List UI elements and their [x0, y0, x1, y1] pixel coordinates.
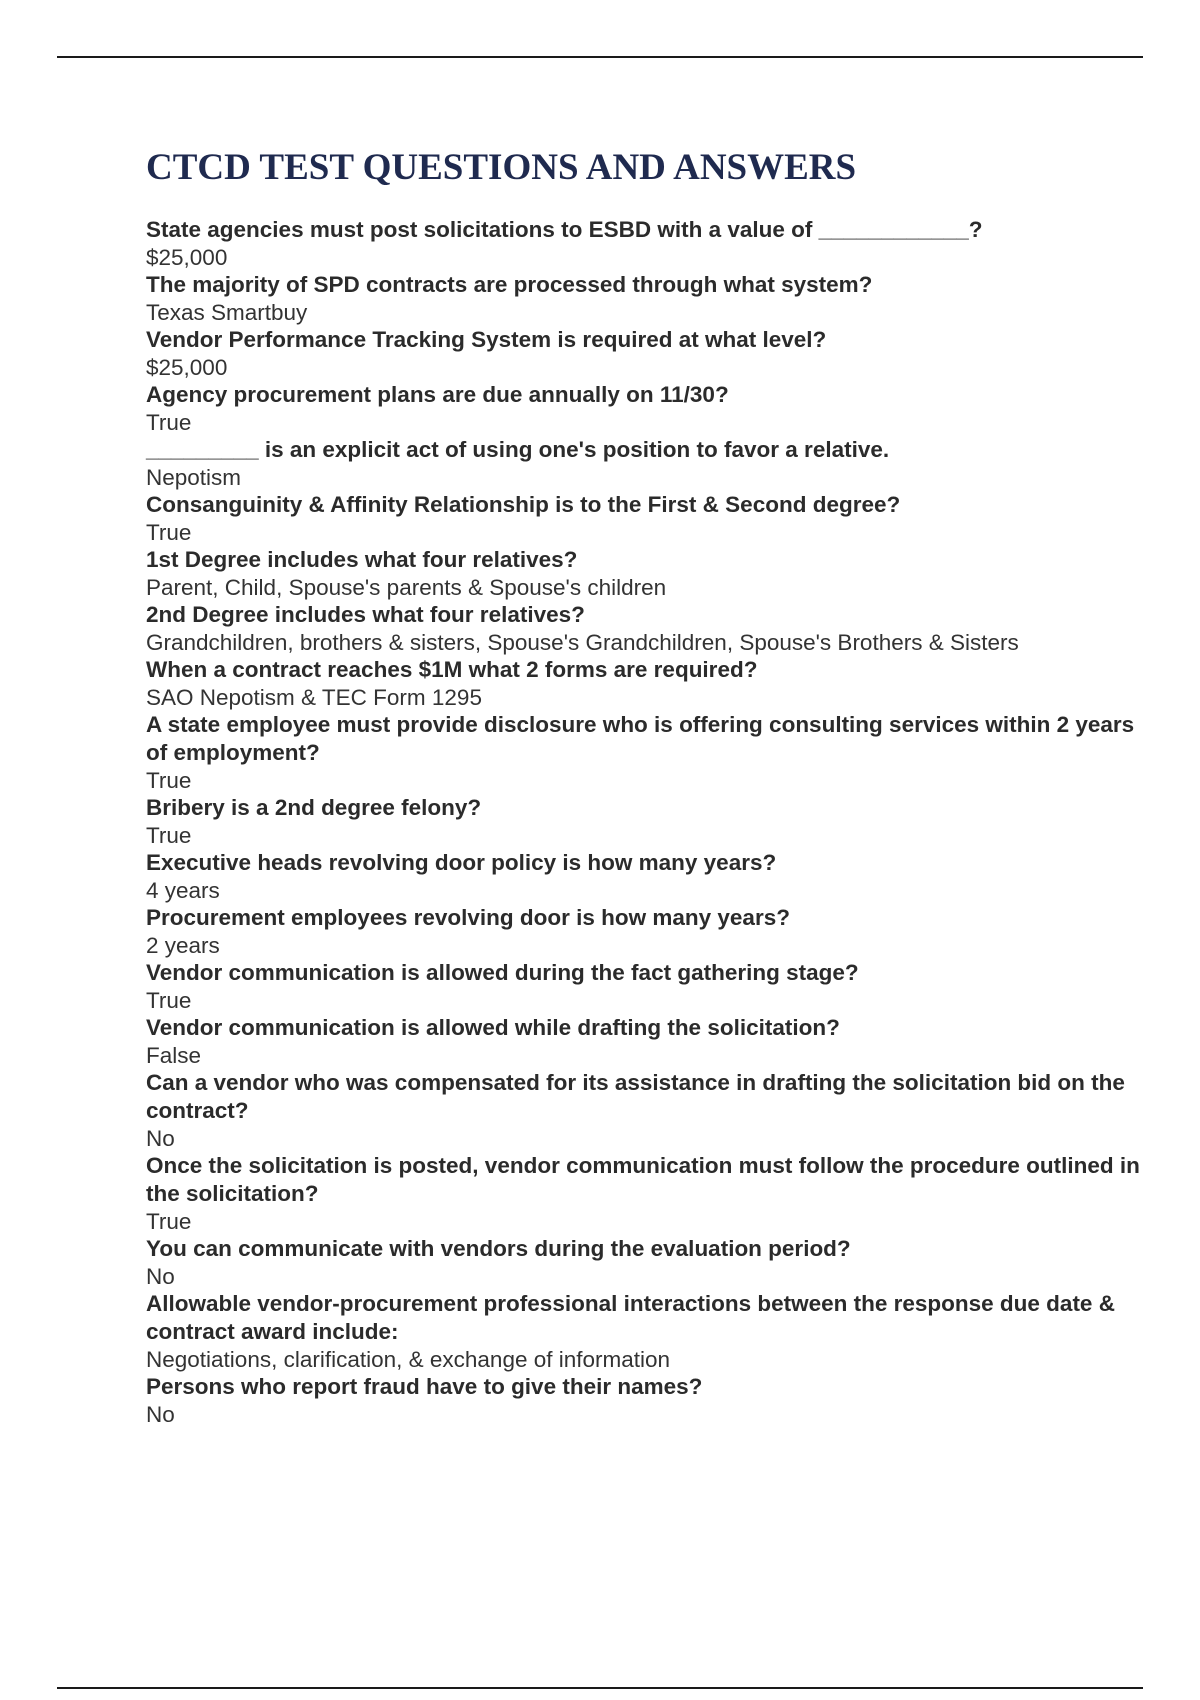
answer-text: Nepotism: [146, 465, 242, 490]
question-text: Vendor communication is allowed while drafting the solicitation?: [146, 1015, 840, 1040]
question-text: State agencies must post solicitations to ESBD with a value of ____________?: [146, 217, 983, 242]
answer-text: Parent, Child, Spouse's parents & Spouse's children: [146, 575, 667, 600]
answer-text: True: [146, 410, 192, 435]
qa-item: [146, 959, 1146, 1014]
qa-item: [146, 601, 1146, 656]
qa-item: [146, 711, 1146, 794]
question-text: A state employee must provide disclosure who is offering consulting services within 2 years of employment?: [146, 712, 1135, 765]
question-text: 1st Degree includes what four relatives?: [146, 547, 578, 572]
question-text: When a contract reaches $1M what 2 forms are required?: [146, 657, 758, 682]
qa-item: [146, 656, 1146, 711]
qa-item: [146, 271, 1146, 326]
question-text: Procurement employees revolving door is how many years?: [146, 905, 790, 930]
answer-text: $25,000: [146, 245, 228, 270]
answer-text: False: [146, 1043, 202, 1068]
answer-text: True: [146, 988, 192, 1013]
answer-text: 4 years: [146, 878, 220, 903]
qa-item: [146, 849, 1146, 904]
question-text: Bribery is a 2nd degree felony?: [146, 795, 482, 820]
qa-item: [146, 1290, 1146, 1373]
answer-text: True: [146, 823, 192, 848]
qa-item: [146, 216, 1146, 271]
answer-text: Negotiations, clarification, & exchange of information: [146, 1347, 671, 1372]
answer-text: No: [146, 1126, 175, 1151]
header-rule: [57, 56, 1143, 58]
question-text: Once the solicitation is posted, vendor communication must follow the procedure outlined in the solicitation?: [146, 1153, 1140, 1206]
qa-item: [146, 1373, 1146, 1428]
question-text: Agency procurement plans are due annually on 11/30?: [146, 382, 729, 407]
qa-item: [146, 381, 1146, 436]
qa-list: [146, 216, 1146, 1428]
answer-text: True: [146, 1209, 192, 1234]
qa-item: [146, 1014, 1146, 1069]
answer-text: True: [146, 768, 192, 793]
answer-text: SAO Nepotism & TEC Form 1295: [146, 685, 482, 710]
question-text: You can communicate with vendors during the evaluation period?: [146, 1236, 851, 1261]
answer-text: True: [146, 520, 192, 545]
question-text: Allowable vendor-procurement professional interactions between the response due date & contract award include:: [146, 1291, 1115, 1344]
footer-rule: [57, 1687, 1143, 1689]
qa-item: [146, 326, 1146, 381]
question-text: Can a vendor who was compensated for its assistance in drafting the solicitation bid on the contract?: [146, 1070, 1125, 1123]
question-text: 2nd Degree includes what four relatives?: [146, 602, 585, 627]
question-text: Vendor Performance Tracking System is required at what level?: [146, 327, 827, 352]
answer-text: $25,000: [146, 355, 228, 380]
qa-item: [146, 1152, 1146, 1235]
question-text: Vendor communication is allowed during the fact gathering stage?: [146, 960, 859, 985]
qa-item: [146, 794, 1146, 849]
qa-item: [146, 904, 1146, 959]
qa-item: [146, 491, 1146, 546]
qa-item: [146, 546, 1146, 601]
question-text: Executive heads revolving door policy is how many years?: [146, 850, 777, 875]
question-text: _________ is an explicit act of using one's position to favor a relative.: [146, 437, 890, 462]
page-title: CTCD TEST QUESTIONS AND ANSWERS: [146, 147, 857, 188]
question-text: Persons who report fraud have to give their names?: [146, 1374, 703, 1399]
qa-item: [146, 436, 1146, 491]
answer-text: No: [146, 1402, 175, 1427]
qa-item: [146, 1069, 1146, 1152]
answer-text: No: [146, 1264, 175, 1289]
qa-item: [146, 1235, 1146, 1290]
answer-text: Grandchildren, brothers & sisters, Spouse's Grandchildren, Spouse's Brothers & Sisters: [146, 630, 1019, 655]
answer-text: 2 years: [146, 933, 220, 958]
question-text: Consanguinity & Affinity Relationship is to the First & Second degree?: [146, 492, 901, 517]
answer-text: Texas Smartbuy: [146, 300, 308, 325]
question-text: The majority of SPD contracts are processed through what system?: [146, 272, 873, 297]
